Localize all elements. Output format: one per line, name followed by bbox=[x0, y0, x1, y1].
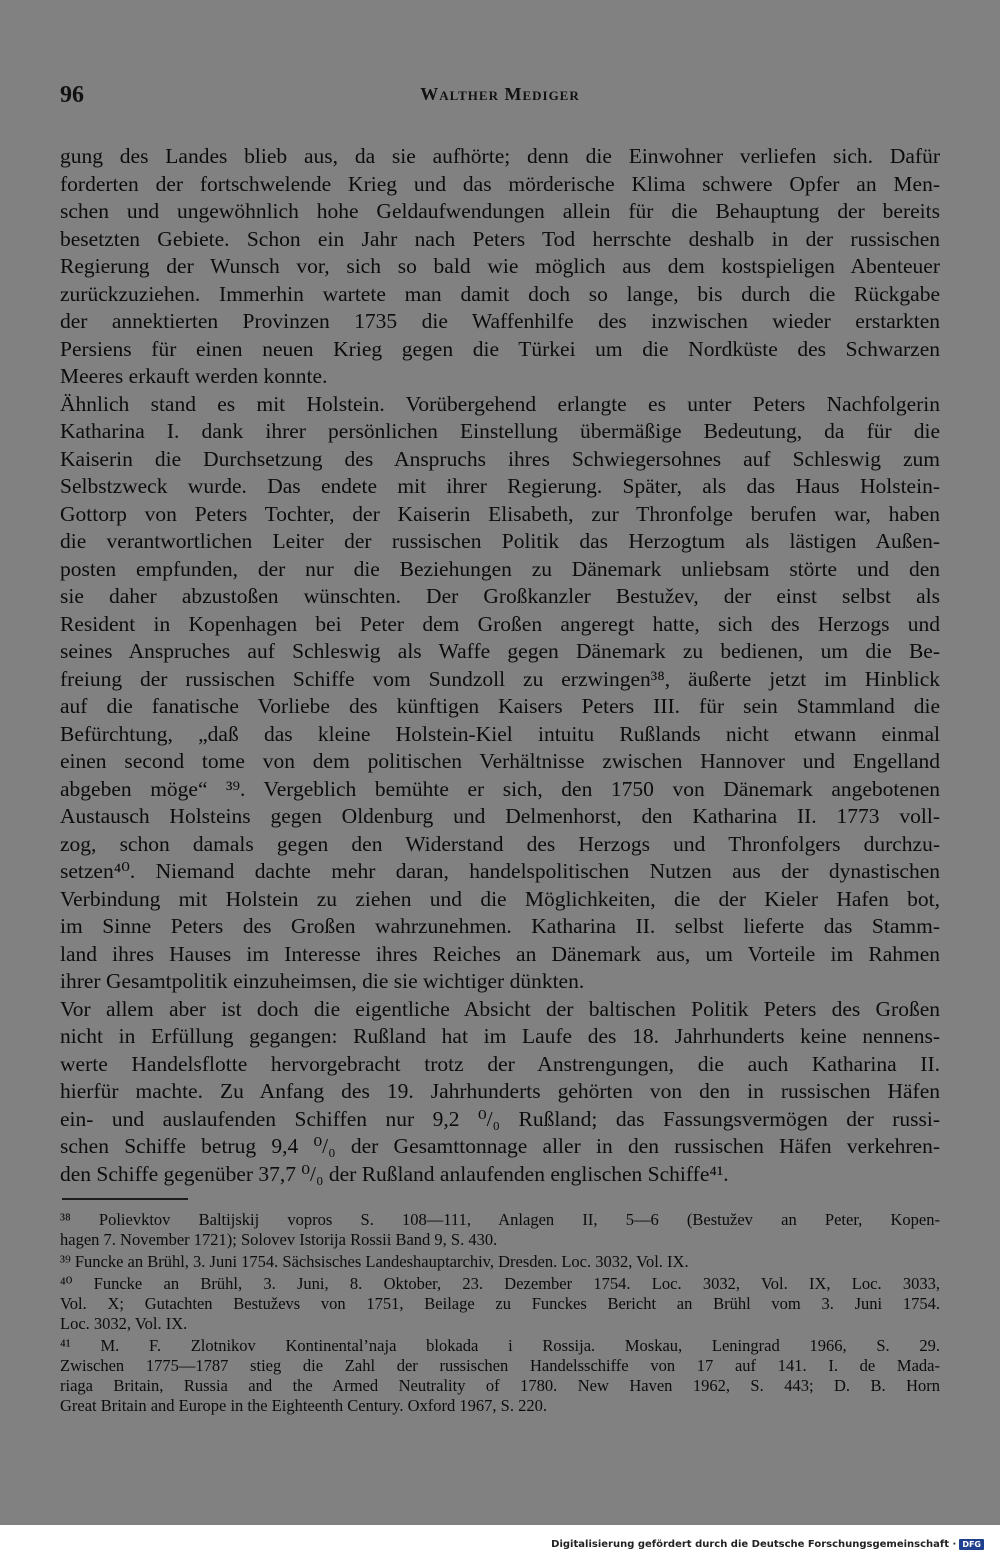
body-line: werte Handelsflotte hervorgebracht trotz der Anstrengungen, die auch Katharina II. bbox=[60, 1051, 940, 1076]
body-line: einen second tome von dem politischen Verhältnisse zwischen Hannover und Engelland bbox=[60, 749, 940, 773]
footnote-line: ⁴¹ M. F. Zlotnikov Kontinental’naja blokada i Rossija. Moskau, Leningrad 1966, S. 29. bbox=[60, 1336, 940, 1355]
body-line: besetzten Gebiete. Schon ein Jahr nach Peters Tod herrschte deshalb in der russischen bbox=[60, 226, 940, 251]
body-line: Regierung der Wunsch vor, sich so bald wie möglich aus dem kostspieligen Abenteuer bbox=[60, 254, 940, 278]
footnote-line: Vol. X; Gutachten Bestuževs von 1751, Beilage zu Funckes Bericht an Brühl vom 3. Juni 1754. bbox=[60, 1294, 940, 1313]
footnotes bbox=[60, 1210, 940, 1416]
body-line: den Schiffe gegenüber 37,7 ⁰/₀ der Rußland anlaufenden englischen Schiffe⁴¹. bbox=[60, 1161, 729, 1186]
footnote-line: ³⁹ Funcke an Brühl, 3. Juni 1754. Sächsisches Landeshauptarchiv, Dresden. Loc. 3032, Vol. IX. bbox=[60, 1252, 689, 1271]
body-line: Kaiserin die Durchsetzung des Anspruchs ihres Schwiegersohnes auf Schleswig zum bbox=[60, 446, 940, 471]
body-line: nicht in Erfüllung gegangen: Rußland hat im Laufe des 18. Jahrhunderts keine nennens- bbox=[60, 1024, 940, 1048]
body-line: auf die fanatische Vorliebe des künftigen Kaisers Peters III. für sein Stammland die bbox=[60, 694, 940, 718]
body-line: Ähnlich stand es mit Holstein. Vorübergehend erlangte es unter Peters Nachfolgerin bbox=[60, 391, 940, 416]
dfg-logo-icon: DFG bbox=[959, 1539, 984, 1550]
footnote-line: hagen 7. November 1721); Solovev Istorija Rossii Band 9, S. 430. bbox=[60, 1230, 498, 1249]
body-line: Meeres erkauft werden konnte. bbox=[60, 364, 328, 388]
body-line: Austausch Holsteins gegen Oldenburg und Delmenhorst, den Katharina II. 1773 voll- bbox=[60, 804, 940, 828]
body-line: zurückzuziehen. Immerhin wartete man damit doch so lange, bis durch die Rückgabe bbox=[60, 281, 940, 306]
footnote-line: Loc. 3032, Vol. IX. bbox=[60, 1314, 188, 1333]
body-line: der annektierten Provinzen 1735 die Waffenhilfe des inzwischen wieder erstarkten bbox=[60, 309, 940, 333]
footnote-line: riaga Britain, Russia and the Armed Neutrality of 1780. New Haven 1962, S. 443; D. B. Horn bbox=[60, 1376, 940, 1395]
body-line: posten empfunden, der nur die Beziehungen zu Dänemark unliebsam störte und den bbox=[60, 556, 940, 581]
footnote-line: Zwischen 1775—1787 stieg die Zahl der russischen Handelsschiffe von 17 auf 141. I. de Mada- bbox=[60, 1356, 940, 1375]
body-line: Selbstzweck wurde. Das endete mit ihrer Regierung. Später, als das Haus Holstein- bbox=[60, 474, 940, 498]
body-line: gung des Landes blieb aus, da sie aufhörte; denn die Einwohner verliefen sich. Dafür bbox=[60, 144, 940, 168]
body-line: forderten der fortschwelende Krieg und das mörderische Klima schwere Opfer an Men- bbox=[60, 171, 940, 196]
digitization-credit bbox=[551, 1537, 984, 1551]
credit-text: Digitalisierung gefördert durch die Deutsche Forschungsgemeinschaft · bbox=[551, 1538, 957, 1550]
body-line: seines Anspruches auf Schleswig als Waffe gegen Dänemark zu bedienen, um die Be- bbox=[60, 639, 940, 663]
body-line: Verbindung mit Holstein zu ziehen und die Möglichkeiten, die der Kieler Hafen bot, bbox=[60, 886, 940, 911]
body-line: schen und ungewöhnlich hohe Geldaufwendungen allein für die Behauptung der bereits bbox=[60, 199, 940, 223]
body-line: setzen⁴⁰. Niemand dachte mehr daran, handelspolitischen Nutzen aus der dynastischen bbox=[60, 859, 940, 883]
body-line: Vor allem aber ist doch die eigentliche Absicht der baltischen Politik Peters des Großen bbox=[60, 996, 940, 1021]
body-line: freiung der russischen Schiffe vom Sundzoll zu erzwingen³⁸, äußerte jetzt im Hinblick bbox=[60, 666, 940, 691]
body-line: Katharina I. dank ihrer persönlichen Einstellung übermäßige Bedeutung, da für die bbox=[60, 419, 940, 443]
body-line: abgeben möge“ ³⁹. Vergeblich bemühte er sich, den 1750 von Dänemark angebotenen bbox=[60, 776, 940, 801]
body-line: die verantwortlichen Leiter der russischen Politik das Herzogtum als lästigen Außen- bbox=[60, 529, 940, 553]
body-text bbox=[60, 143, 940, 1188]
footnote-line: ³⁸ Polievktov Baltijskij vopros S. 108—111, Anlagen II, 5—6 (Bestužev an Peter, Kopen- bbox=[60, 1210, 940, 1229]
running-head: Walther Mediger bbox=[420, 84, 580, 104]
body-line: sie daher abzustoßen wünschten. Der Großkanzler Bestužev, der einst selbst als bbox=[60, 584, 940, 608]
body-line: schen Schiffe betrug 9,4 ⁰/₀ der Gesamttonnage aller in den russischen Häfen verkehren- bbox=[60, 1134, 940, 1158]
page-header bbox=[60, 82, 940, 116]
body-line: zog, schon damals gegen den Widerstand des Herzogs und Thronfolgers durchzu- bbox=[60, 831, 940, 856]
body-line: Befürchtung, „daß das kleine Holstein-Kiel intuitu Rußlands nicht etwann einmal bbox=[60, 721, 940, 746]
page-number: 96 bbox=[60, 82, 84, 108]
footnote-line: ⁴⁰ Funcke an Brühl, 3. Juni, 8. Oktober, 23. Dezember 1754. Loc. 3032, Vol. IX, Loc. 3033, bbox=[60, 1274, 940, 1293]
body-line: Gottorp von Peters Tochter, der Kaiserin Elisabeth, zur Thronfolge berufen war, haben bbox=[60, 501, 940, 526]
footnote-separator bbox=[62, 1198, 188, 1200]
body-line: Persiens für einen neuen Krieg gegen die Türkei um die Nordküste des Schwarzen bbox=[60, 336, 940, 361]
body-line: Resident in Kopenhagen bei Peter dem Großen angeregt hatte, sich des Herzogs und bbox=[60, 611, 940, 636]
body-line: land ihres Hauses im Interesse ihres Reiches an Dänemark aus, um Vorteile im Rahmen bbox=[60, 941, 940, 966]
footnote-line: Great Britain and Europe in the Eighteenth Century. Oxford 1967, S. 220. bbox=[60, 1396, 547, 1415]
body-line: im Sinne Peters des Großen wahrzunehmen. Katharina II. selbst lieferte das Stamm- bbox=[60, 914, 940, 938]
body-line: ihrer Gesamtpolitik einzuheimsen, die sie wichtiger dünkten. bbox=[60, 969, 585, 993]
body-line: hierfür machte. Zu Anfang des 19. Jahrhunderts gehörten von den in russischen Häfen bbox=[60, 1079, 940, 1103]
body-line: ein- und auslaufenden Schiffen nur 9,2 ⁰/₀ Rußland; das Fassungsvermögen der russi- bbox=[60, 1106, 940, 1131]
